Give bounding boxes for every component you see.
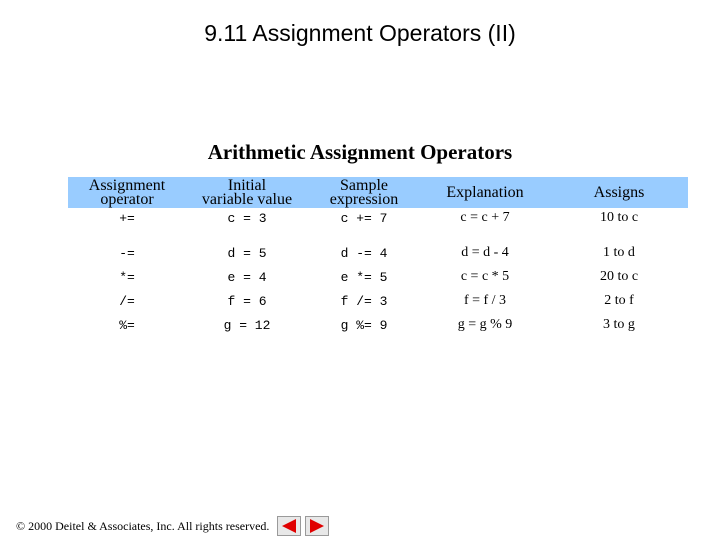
initial-value-cell: e = 4 [227,269,267,285]
assigns-cell: 20 to c [599,269,639,284]
initial-value-cell: f = 6 [227,293,267,309]
table-row [68,267,688,287]
explanation-cell: d = d - 4 [461,245,509,260]
operator-cell: += [119,210,135,226]
operator-cell: *= [119,269,135,285]
assigns-cell: 2 to f [604,293,634,308]
table-row [68,208,688,228]
sample-expression-cell: f /= 3 [340,293,388,309]
initial-value-cell: d = 5 [227,245,267,261]
operators-table [68,176,688,333]
initial-value-cell: c = 3 [227,210,267,226]
operator-cell: -= [119,245,135,261]
assigns-cell: 10 to c [599,210,639,225]
table-row [68,315,688,335]
next-slide-button[interactable] [305,516,329,536]
explanation-cell: c = c + 7 [460,210,510,225]
sample-expression-cell: g %= 9 [340,317,388,333]
assigns-cell: 3 to g [603,317,635,332]
slide-title: 9.11 Assignment Operators (II) [204,20,516,46]
operator-cell: /= [119,293,135,309]
previous-slide-button[interactable] [277,516,301,536]
table-row [68,291,688,311]
table-caption: Arithmetic Assignment Operators [207,140,513,164]
assigns-cell: 1 to d [603,245,635,260]
table-row [68,243,688,263]
right-arrow-icon [310,519,324,533]
initial-value-cell: g = 12 [223,317,271,333]
header-assignment-operator: Assignment operator [88,176,166,208]
left-arrow-icon [282,519,296,533]
sample-expression-cell: c += 7 [340,210,388,226]
explanation-cell: f = f / 3 [463,293,507,308]
header-assigns: Assigns [593,183,645,201]
explanation-cell: g = g % 9 [457,317,513,332]
table-header-row [68,177,688,208]
header-initial-value: Initial variable value [201,176,293,208]
header-explanation: Explanation [446,183,524,201]
sample-expression-cell: d -= 4 [340,245,388,261]
operator-cell: %= [119,317,135,333]
sample-expression-cell: e *= 5 [340,269,388,285]
header-sample-expression: Sample expression [329,176,399,208]
explanation-cell: c = c * 5 [460,269,510,284]
copyright-footer: © 2000 Deitel & Associates, Inc. All rights reserved. [16,519,270,533]
